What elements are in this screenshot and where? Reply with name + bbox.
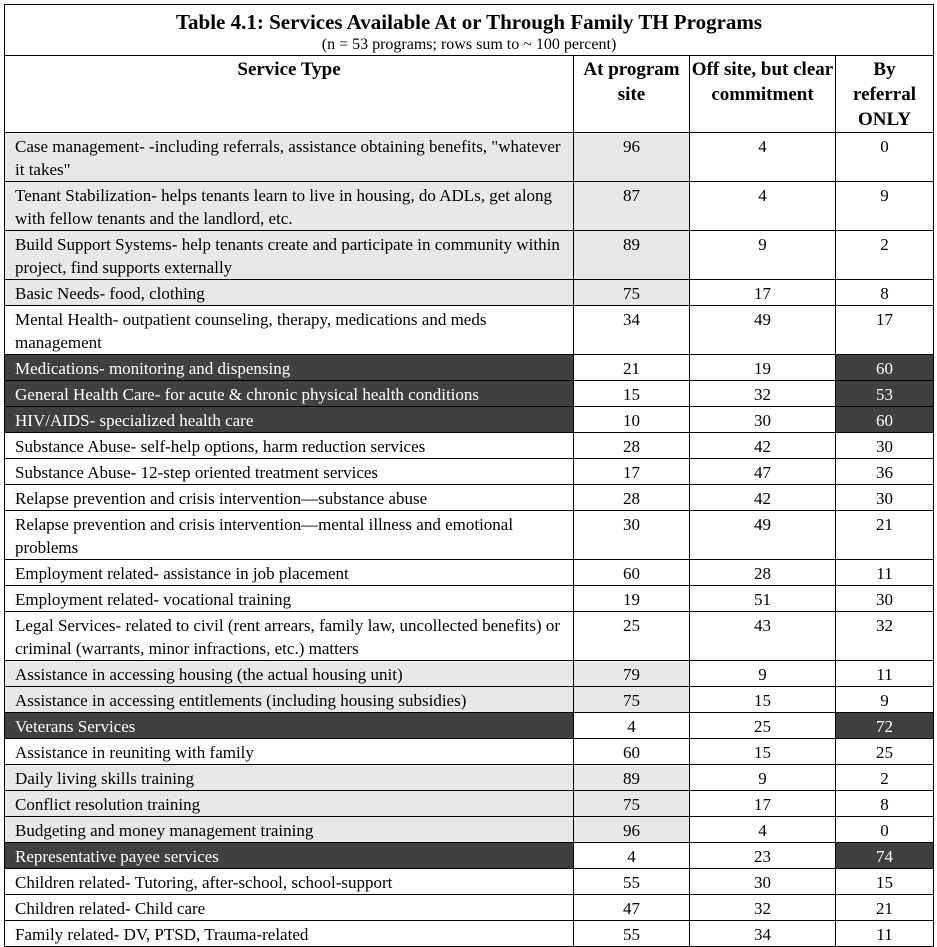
- service-cell: Medications- monitoring and dispensing: [5, 355, 574, 381]
- service-cell: Conflict resolution training: [5, 791, 574, 817]
- offsite-cell: 17: [690, 280, 836, 306]
- table-subtitle: (n = 53 programs; rows sum to ~ 100 percent): [321, 36, 617, 53]
- service-cell: Substance Abuse- self-help options, harm reduction services: [5, 433, 574, 459]
- table-row: [5, 560, 934, 586]
- offsite-cell: 15: [690, 739, 836, 765]
- offsite-cell: 19: [690, 355, 836, 381]
- table-row: [5, 661, 934, 687]
- offsite-cell: 32: [690, 895, 836, 921]
- header-by-referral: By referral ONLY: [836, 56, 934, 133]
- site-cell: 55: [574, 921, 690, 947]
- site-cell: 4: [574, 713, 690, 739]
- offsite-cell: 4: [690, 817, 836, 843]
- site-cell: 10: [574, 407, 690, 433]
- table-row: [5, 895, 934, 921]
- offsite-cell: 30: [690, 869, 836, 895]
- service-cell: Employment related- assistance in job placement: [5, 560, 574, 586]
- offsite-cell: 43: [690, 612, 836, 661]
- service-cell: Mental Health- outpatient counseling, therapy, medications and meds management: [5, 306, 574, 355]
- referral-cell: 21: [836, 511, 934, 560]
- offsite-cell: 4: [690, 182, 836, 231]
- offsite-cell: 15: [690, 687, 836, 713]
- referral-cell: 21: [836, 895, 934, 921]
- table-row: [5, 586, 934, 612]
- table-row: [5, 355, 934, 381]
- offsite-cell: 9: [690, 231, 836, 280]
- table-row: [5, 713, 934, 739]
- table-row: [5, 765, 934, 791]
- table-row: [5, 485, 934, 511]
- offsite-cell: 32: [690, 381, 836, 407]
- service-cell: Assistance in reuniting with family: [5, 739, 574, 765]
- header-off-site: Off site, but clear commitment: [690, 56, 836, 133]
- referral-cell: 30: [836, 433, 934, 459]
- table-title: Table 4.1: Services Available At or Through Family TH Programs: [175, 10, 763, 34]
- service-cell: Representative payee services: [5, 843, 574, 869]
- table-row: [5, 921, 934, 947]
- referral-cell: 11: [836, 560, 934, 586]
- site-cell: 17: [574, 459, 690, 485]
- site-cell: 75: [574, 280, 690, 306]
- site-cell: 15: [574, 381, 690, 407]
- services-table: [4, 4, 934, 947]
- referral-cell: 32: [836, 612, 934, 661]
- referral-cell: 11: [836, 921, 934, 947]
- table-row: [5, 381, 934, 407]
- table-row: [5, 306, 934, 355]
- service-cell: Legal Services- related to civil (rent arrears, family law, uncollected benefits) or criminal (warrants, minor infractions, etc.) matters: [5, 612, 574, 661]
- referral-cell: 9: [836, 687, 934, 713]
- offsite-cell: 17: [690, 791, 836, 817]
- site-cell: 25: [574, 612, 690, 661]
- referral-cell: 60: [836, 407, 934, 433]
- referral-cell: 74: [836, 843, 934, 869]
- offsite-cell: 9: [690, 661, 836, 687]
- site-cell: 60: [574, 739, 690, 765]
- offsite-cell: 42: [690, 485, 836, 511]
- offsite-cell: 23: [690, 843, 836, 869]
- table-row: [5, 407, 934, 433]
- site-cell: 75: [574, 791, 690, 817]
- table-row: [5, 182, 934, 231]
- site-cell: 30: [574, 511, 690, 560]
- site-cell: 28: [574, 485, 690, 511]
- table-row: [5, 612, 934, 661]
- table-row: [5, 133, 934, 182]
- referral-cell: 60: [836, 355, 934, 381]
- site-cell: 60: [574, 560, 690, 586]
- table-row: [5, 687, 934, 713]
- site-cell: 21: [574, 355, 690, 381]
- offsite-cell: 47: [690, 459, 836, 485]
- offsite-cell: 28: [690, 560, 836, 586]
- site-cell: 28: [574, 433, 690, 459]
- referral-cell: 53: [836, 381, 934, 407]
- offsite-cell: 25: [690, 713, 836, 739]
- table-row: [5, 869, 934, 895]
- table-row: [5, 280, 934, 306]
- service-cell: Substance Abuse- 12-step oriented treatment services: [5, 459, 574, 485]
- site-cell: 19: [574, 586, 690, 612]
- referral-cell: 17: [836, 306, 934, 355]
- referral-cell: 8: [836, 791, 934, 817]
- offsite-cell: 4: [690, 133, 836, 182]
- referral-cell: 25: [836, 739, 934, 765]
- referral-cell: 15: [836, 869, 934, 895]
- referral-cell: 72: [836, 713, 934, 739]
- table-row: [5, 433, 934, 459]
- service-cell: Children related- Tutoring, after-school, school-support: [5, 869, 574, 895]
- site-cell: 47: [574, 895, 690, 921]
- service-cell: Daily living skills training: [5, 765, 574, 791]
- referral-cell: 2: [836, 231, 934, 280]
- offsite-cell: 42: [690, 433, 836, 459]
- referral-cell: 2: [836, 765, 934, 791]
- site-cell: 96: [574, 133, 690, 182]
- site-cell: 89: [574, 765, 690, 791]
- service-cell: Family related- DV, PTSD, Trauma-related: [5, 921, 574, 947]
- service-cell: Children related- Child care: [5, 895, 574, 921]
- table-row: [5, 739, 934, 765]
- table-row: [5, 817, 934, 843]
- referral-cell: 9: [836, 182, 934, 231]
- table-caption: [5, 5, 934, 56]
- table-row: [5, 511, 934, 560]
- referral-cell: 0: [836, 133, 934, 182]
- service-cell: Assistance in accessing entitlements (including housing subsidies): [5, 687, 574, 713]
- site-cell: 89: [574, 231, 690, 280]
- table-container: [4, 4, 933, 947]
- table-row: [5, 843, 934, 869]
- service-cell: General Health Care- for acute & chronic physical health conditions: [5, 381, 574, 407]
- header-at-program-site: At program site: [574, 56, 690, 133]
- service-cell: Tenant Stabilization- helps tenants learn to live in housing, do ADLs, get along with fellow tenants and the landlord, etc.: [5, 182, 574, 231]
- caption-row: [5, 5, 934, 56]
- service-cell: Assistance in accessing housing (the actual housing unit): [5, 661, 574, 687]
- referral-cell: 8: [836, 280, 934, 306]
- service-cell: Employment related- vocational training: [5, 586, 574, 612]
- service-cell: Relapse prevention and crisis intervention—substance abuse: [5, 485, 574, 511]
- referral-cell: 36: [836, 459, 934, 485]
- site-cell: 75: [574, 687, 690, 713]
- site-cell: 87: [574, 182, 690, 231]
- service-cell: Build Support Systems- help tenants create and participate in community within project, find supports externally: [5, 231, 574, 280]
- service-cell: Relapse prevention and crisis intervention—mental illness and emotional problems: [5, 511, 574, 560]
- table-row: [5, 231, 934, 280]
- table-body: [5, 133, 934, 947]
- site-cell: 55: [574, 869, 690, 895]
- service-cell: HIV/AIDS- specialized health care: [5, 407, 574, 433]
- site-cell: 79: [574, 661, 690, 687]
- header-service-type: Service Type: [5, 56, 574, 133]
- referral-cell: 30: [836, 485, 934, 511]
- offsite-cell: 34: [690, 921, 836, 947]
- site-cell: 34: [574, 306, 690, 355]
- site-cell: 96: [574, 817, 690, 843]
- referral-cell: 11: [836, 661, 934, 687]
- offsite-cell: 30: [690, 407, 836, 433]
- service-cell: Basic Needs- food, clothing: [5, 280, 574, 306]
- referral-cell: 0: [836, 817, 934, 843]
- offsite-cell: 49: [690, 306, 836, 355]
- offsite-cell: 9: [690, 765, 836, 791]
- header-row: [5, 56, 934, 133]
- table-row: [5, 791, 934, 817]
- service-cell: Case management- -including referrals, assistance obtaining benefits, "whatever it takes": [5, 133, 574, 182]
- referral-cell: 30: [836, 586, 934, 612]
- site-cell: 4: [574, 843, 690, 869]
- offsite-cell: 49: [690, 511, 836, 560]
- service-cell: Veterans Services: [5, 713, 574, 739]
- table-row: [5, 459, 934, 485]
- offsite-cell: 51: [690, 586, 836, 612]
- service-cell: Budgeting and money management training: [5, 817, 574, 843]
